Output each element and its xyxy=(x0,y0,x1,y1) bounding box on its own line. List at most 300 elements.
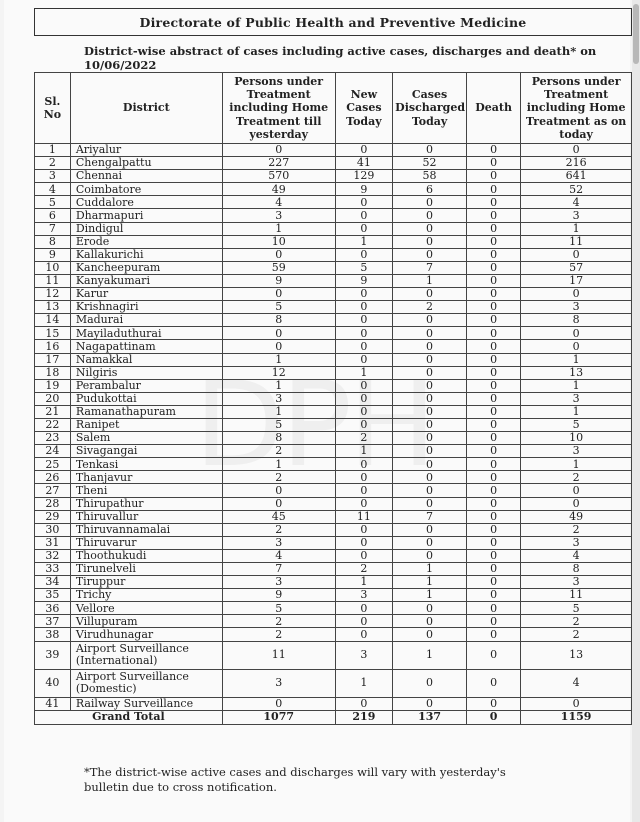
table-cell: 1 xyxy=(521,405,632,418)
table-cell: 0 xyxy=(521,697,632,710)
table-row xyxy=(35,144,632,157)
table-cell: 0 xyxy=(335,222,393,235)
table-cell: 0 xyxy=(466,697,520,710)
table-cell: 0 xyxy=(335,248,393,261)
table-cell: 0 xyxy=(466,183,520,196)
table-cell: 0 xyxy=(521,327,632,340)
table-cell: 1 xyxy=(35,144,71,157)
table-row xyxy=(35,170,632,183)
table-row xyxy=(35,183,632,196)
table-cell: Tirunelveli xyxy=(70,563,222,576)
table-cell: 227 xyxy=(222,157,335,170)
table-cell: 0 xyxy=(393,405,467,418)
table-row xyxy=(35,261,632,274)
table-cell: 0 xyxy=(335,392,393,405)
table-cell: 2 xyxy=(222,471,335,484)
table-cell: 11 xyxy=(521,589,632,602)
table-cell: 1 xyxy=(393,641,467,669)
vertical-scrollbar[interactable] xyxy=(632,0,640,822)
table-cell: 0 xyxy=(335,484,393,497)
table-cell: 1 xyxy=(335,366,393,379)
table-cell: 2 xyxy=(393,301,467,314)
table-body xyxy=(35,144,632,725)
table-cell: 5 xyxy=(35,196,71,209)
table-cell: 0 xyxy=(466,248,520,261)
table-cell: 0 xyxy=(466,536,520,549)
table-cell: 33 xyxy=(35,563,71,576)
table-row xyxy=(35,301,632,314)
footnote-line-1: *The district-wise active cases and discharges will vary with yesterday's xyxy=(84,765,506,779)
table-cell: 1 xyxy=(521,379,632,392)
table-cell: 7 xyxy=(35,222,71,235)
table-cell: 0 xyxy=(222,497,335,510)
table-cell xyxy=(70,641,222,669)
table-cell: 16 xyxy=(35,340,71,353)
grand-total-row xyxy=(35,710,632,724)
table-cell: 0 xyxy=(393,248,467,261)
table-cell: 2 xyxy=(222,523,335,536)
table-cell: 0 xyxy=(466,353,520,366)
table-cell: 0 xyxy=(466,366,520,379)
table-cell: 0 xyxy=(466,523,520,536)
table-cell: 1 xyxy=(521,353,632,366)
table-cell: 2 xyxy=(35,157,71,170)
table-cell: 0 xyxy=(222,288,335,301)
table-cell: 0 xyxy=(466,445,520,458)
table-cell: 0 xyxy=(393,484,467,497)
table-row xyxy=(35,536,632,549)
table-cell: 4 xyxy=(35,183,71,196)
table-cell: 0 xyxy=(393,536,467,549)
table-cell: 39 xyxy=(35,641,71,669)
table-cell: 0 xyxy=(393,628,467,641)
table-cell: 0 xyxy=(335,353,393,366)
table-row xyxy=(35,510,632,523)
table-row xyxy=(35,445,632,458)
table-cell: 0 xyxy=(466,669,520,697)
header-death: Death xyxy=(466,73,520,144)
table-cell: Ariyalur xyxy=(70,144,222,157)
table-cell: 38 xyxy=(35,628,71,641)
table-cell: 0 xyxy=(393,549,467,562)
header-persons-today: Persons under Treatment including Home Treatment as on today xyxy=(521,73,632,144)
table-cell: 0 xyxy=(393,602,467,615)
table-cell: 7 xyxy=(222,563,335,576)
table-cell: 1 xyxy=(222,353,335,366)
table-row xyxy=(35,288,632,301)
table-cell: 5 xyxy=(521,602,632,615)
table-cell: 41 xyxy=(335,157,393,170)
table-cell: 2 xyxy=(222,628,335,641)
table-row xyxy=(35,471,632,484)
table-row xyxy=(35,602,632,615)
table-cell: 0 xyxy=(393,327,467,340)
table-row xyxy=(35,576,632,589)
table-cell: 0 xyxy=(222,484,335,497)
table-cell: 0 xyxy=(335,405,393,418)
table-cell: 0 xyxy=(393,458,467,471)
table-cell: 1 xyxy=(335,235,393,248)
table-cell: 641 xyxy=(521,170,632,183)
table-cell: 30 xyxy=(35,523,71,536)
table-cell: 1159 xyxy=(521,710,632,724)
district-line-1: Airport Surveillance xyxy=(75,642,189,656)
table-cell: 0 xyxy=(393,288,467,301)
table-cell: 3 xyxy=(35,170,71,183)
table-cell: 32 xyxy=(35,549,71,562)
table-cell: 24 xyxy=(35,445,71,458)
table-cell: 0 xyxy=(335,497,393,510)
table-cell: 1 xyxy=(521,222,632,235)
table-row xyxy=(35,432,632,445)
table-cell: 52 xyxy=(393,157,467,170)
table-row xyxy=(35,235,632,248)
table-cell: Ramanathapuram xyxy=(70,405,222,418)
table-cell: 0 xyxy=(466,379,520,392)
table-cell: 1 xyxy=(393,274,467,287)
table-row xyxy=(35,314,632,327)
table-cell: 20 xyxy=(35,392,71,405)
table-cell: 4 xyxy=(222,196,335,209)
district-line-2: (International) xyxy=(75,654,158,668)
table-cell: Cuddalore xyxy=(70,196,222,209)
table-cell: 0 xyxy=(466,157,520,170)
table-cell: 0 xyxy=(466,471,520,484)
table-cell: 11 xyxy=(35,274,71,287)
table-cell: 49 xyxy=(521,510,632,523)
table-cell: 0 xyxy=(393,340,467,353)
table-cell: 49 xyxy=(222,183,335,196)
table-cell: 0 xyxy=(335,536,393,549)
table-cell: 0 xyxy=(393,144,467,157)
table-cell: 9 xyxy=(222,589,335,602)
table-cell: 7 xyxy=(393,261,467,274)
table-cell: Chennai xyxy=(70,170,222,183)
table-cell: 0 xyxy=(466,209,520,222)
table-cell: 219 xyxy=(335,710,393,724)
table-cell: 41 xyxy=(35,697,71,710)
footnote-line-2: bulletin due to cross notification. xyxy=(84,780,277,794)
table-cell: Nagapattinam xyxy=(70,340,222,353)
table-cell: 11 xyxy=(521,235,632,248)
table-cell: 0 xyxy=(393,418,467,431)
table-cell xyxy=(70,669,222,697)
table-row xyxy=(35,248,632,261)
table-cell: 3 xyxy=(521,445,632,458)
table-cell: 0 xyxy=(393,366,467,379)
table-cell: 0 xyxy=(393,615,467,628)
table-cell: 0 xyxy=(521,497,632,510)
table-cell: 0 xyxy=(335,458,393,471)
table-cell: Erode xyxy=(70,235,222,248)
table-cell: 0 xyxy=(393,497,467,510)
table-cell: 0 xyxy=(222,340,335,353)
table-cell: 137 xyxy=(393,710,467,724)
table-cell: 0 xyxy=(222,327,335,340)
table-cell: 9 xyxy=(335,274,393,287)
table-cell: 2 xyxy=(521,523,632,536)
table-row xyxy=(35,340,632,353)
table-cell: 19 xyxy=(35,379,71,392)
table-cell: 9 xyxy=(35,248,71,261)
table-cell: 35 xyxy=(35,589,71,602)
table-cell: 40 xyxy=(35,669,71,697)
table-cell: 11 xyxy=(335,510,393,523)
table-cell: 34 xyxy=(35,576,71,589)
table-cell: 26 xyxy=(35,471,71,484)
table-cell: 2 xyxy=(521,628,632,641)
table-cell: 8 xyxy=(521,314,632,327)
table-cell: 0 xyxy=(521,248,632,261)
table-cell: Namakkal xyxy=(70,353,222,366)
table-cell: 28 xyxy=(35,497,71,510)
table-cell: 4 xyxy=(222,549,335,562)
table-row xyxy=(35,589,632,602)
table-cell: 1 xyxy=(393,576,467,589)
table-cell: 3 xyxy=(521,536,632,549)
table-cell: 3 xyxy=(222,669,335,697)
table-cell: 0 xyxy=(335,471,393,484)
table-cell: 0 xyxy=(393,209,467,222)
table-cell: 0 xyxy=(335,628,393,641)
table-cell: 0 xyxy=(335,301,393,314)
table-cell: 3 xyxy=(222,392,335,405)
table-cell: Mayiladuthurai xyxy=(70,327,222,340)
table-cell: 129 xyxy=(335,170,393,183)
table-cell: 0 xyxy=(335,697,393,710)
table-cell: Thiruvallur xyxy=(70,510,222,523)
table-cell: 0 xyxy=(335,314,393,327)
document-sheet xyxy=(4,0,630,822)
table-row xyxy=(35,157,632,170)
table-cell: 1 xyxy=(222,222,335,235)
table-cell: 13 xyxy=(521,641,632,669)
table-cell: 3 xyxy=(521,301,632,314)
table-cell: 2 xyxy=(521,615,632,628)
table-cell: 4 xyxy=(521,549,632,562)
table-cell: 10 xyxy=(521,432,632,445)
table-cell: 1 xyxy=(393,589,467,602)
table-cell: 2 xyxy=(222,615,335,628)
table-cell: 0 xyxy=(222,144,335,157)
table-cell: 0 xyxy=(466,510,520,523)
table-cell: 58 xyxy=(393,170,467,183)
table-cell: 0 xyxy=(466,628,520,641)
table-cell: Thirupathur xyxy=(70,497,222,510)
subtitle-line-1: District-wise abstract of cases including active cases, discharges and death* on xyxy=(84,44,597,58)
table-row xyxy=(35,484,632,497)
table-cell: 1 xyxy=(222,379,335,392)
table-cell: 0 xyxy=(466,392,520,405)
table-cell: Thiruvannamalai xyxy=(70,523,222,536)
table-cell: 2 xyxy=(335,563,393,576)
table-row xyxy=(35,353,632,366)
table-cell: 0 xyxy=(222,248,335,261)
table-cell: 27 xyxy=(35,484,71,497)
table-row xyxy=(35,697,632,710)
table-cell: 0 xyxy=(466,710,520,724)
table-cell: Dindigul xyxy=(70,222,222,235)
table-row xyxy=(35,379,632,392)
table-row xyxy=(35,615,632,628)
table-cell: 59 xyxy=(222,261,335,274)
table-cell: Kancheepuram xyxy=(70,261,222,274)
table-cell: Sivagangai xyxy=(70,445,222,458)
table-row xyxy=(35,366,632,379)
table-cell: Kanyakumari xyxy=(70,274,222,287)
table-cell: 0 xyxy=(393,697,467,710)
table-cell: Tiruppur xyxy=(70,576,222,589)
table-cell: 2 xyxy=(335,432,393,445)
table-cell: 6 xyxy=(35,209,71,222)
header-discharged: Cases Discharged Today xyxy=(393,73,467,144)
table-cell: 3 xyxy=(222,536,335,549)
table-cell: 2 xyxy=(521,471,632,484)
table-cell: Nilgiris xyxy=(70,366,222,379)
table-row xyxy=(35,641,632,669)
table-cell: 3 xyxy=(521,392,632,405)
table-cell: Pudukottai xyxy=(70,392,222,405)
table-cell: 0 xyxy=(335,549,393,562)
table-cell: 0 xyxy=(335,196,393,209)
table-row xyxy=(35,458,632,471)
table-row xyxy=(35,392,632,405)
table-cell: 0 xyxy=(466,484,520,497)
table-cell: 1 xyxy=(222,405,335,418)
table-cell: 37 xyxy=(35,615,71,628)
table-cell: Ranipet xyxy=(70,418,222,431)
table-cell: 0 xyxy=(466,549,520,562)
subtitle-date: 10/06/2022 xyxy=(84,58,157,72)
table-cell: Vellore xyxy=(70,602,222,615)
table-cell: Salem xyxy=(70,432,222,445)
table-cell: 0 xyxy=(393,314,467,327)
table-cell: 0 xyxy=(466,222,520,235)
table-cell: 45 xyxy=(222,510,335,523)
table-row xyxy=(35,669,632,697)
table-cell: 8 xyxy=(222,314,335,327)
table-cell: 0 xyxy=(466,576,520,589)
cases-table xyxy=(34,72,632,725)
table-cell: 3 xyxy=(335,589,393,602)
table-cell: 0 xyxy=(222,697,335,710)
table-cell: Dharmapuri xyxy=(70,209,222,222)
table-cell: 0 xyxy=(335,327,393,340)
table-cell: 0 xyxy=(466,144,520,157)
table-row xyxy=(35,405,632,418)
table-cell: 0 xyxy=(335,418,393,431)
table-cell: 13 xyxy=(521,366,632,379)
table-cell: 3 xyxy=(222,576,335,589)
table-cell: 8 xyxy=(222,432,335,445)
table-cell: 9 xyxy=(222,274,335,287)
table-cell: Trichy xyxy=(70,589,222,602)
table-cell: 23 xyxy=(35,432,71,445)
table-cell: 5 xyxy=(521,418,632,431)
scrollbar-thumb[interactable] xyxy=(633,4,639,64)
table-cell: 1 xyxy=(393,563,467,576)
table-cell: 0 xyxy=(466,432,520,445)
table-cell: 0 xyxy=(466,274,520,287)
table-cell: 0 xyxy=(466,261,520,274)
table-cell: 0 xyxy=(466,563,520,576)
table-cell: 25 xyxy=(35,458,71,471)
table-cell: 1 xyxy=(335,669,393,697)
table-row xyxy=(35,418,632,431)
table-cell: Krishnagiri xyxy=(70,301,222,314)
table-cell: 52 xyxy=(521,183,632,196)
table-cell: 0 xyxy=(466,589,520,602)
table-row xyxy=(35,563,632,576)
table-cell: 29 xyxy=(35,510,71,523)
table-header-row xyxy=(35,73,632,144)
table-cell: 0 xyxy=(466,340,520,353)
table-row xyxy=(35,549,632,562)
table-cell: 0 xyxy=(335,602,393,615)
table-cell: 5 xyxy=(335,261,393,274)
table-cell: 0 xyxy=(393,392,467,405)
table-cell: 0 xyxy=(466,497,520,510)
table-cell: 18 xyxy=(35,366,71,379)
header-persons-yesterday: Persons under Treatment including Home Treatment till yesterday xyxy=(222,73,335,144)
table-cell: 0 xyxy=(393,222,467,235)
table-cell: 4 xyxy=(521,196,632,209)
table-cell: 17 xyxy=(521,274,632,287)
table-cell: 2 xyxy=(222,445,335,458)
table-cell: Chengalpattu xyxy=(70,157,222,170)
table-cell: 0 xyxy=(393,471,467,484)
table-cell: 0 xyxy=(393,445,467,458)
table-cell: 8 xyxy=(521,563,632,576)
table-cell: 8 xyxy=(35,235,71,248)
table-cell: 0 xyxy=(466,196,520,209)
header-new-cases: New Cases Today xyxy=(335,73,393,144)
table-cell: 0 xyxy=(521,484,632,497)
table-cell: 0 xyxy=(393,523,467,536)
header-district: District xyxy=(70,73,222,144)
table-cell: Perambalur xyxy=(70,379,222,392)
footnote xyxy=(84,765,604,795)
district-line-1: Airport Surveillance xyxy=(75,670,189,684)
table-cell: Karur xyxy=(70,288,222,301)
table-cell: 0 xyxy=(335,379,393,392)
table-cell: 0 xyxy=(335,209,393,222)
table-cell: 0 xyxy=(521,288,632,301)
table-cell: 7 xyxy=(393,510,467,523)
table-cell: 22 xyxy=(35,418,71,431)
table-cell: 3 xyxy=(521,209,632,222)
table-cell: 0 xyxy=(335,144,393,157)
table-cell: 0 xyxy=(466,170,520,183)
table-cell: 0 xyxy=(521,144,632,157)
table-cell: 1 xyxy=(521,458,632,471)
table-row xyxy=(35,497,632,510)
table-cell: 0 xyxy=(466,235,520,248)
table-cell: 6 xyxy=(393,183,467,196)
table-cell: Thoothukudi xyxy=(70,549,222,562)
table-cell: 3 xyxy=(521,576,632,589)
table-cell: Thiruvarur xyxy=(70,536,222,549)
table-cell: Villupuram xyxy=(70,615,222,628)
table-cell: 12 xyxy=(35,288,71,301)
table-cell: 31 xyxy=(35,536,71,549)
table-cell: 0 xyxy=(393,353,467,366)
table-cell: 4 xyxy=(521,669,632,697)
document-subtitle xyxy=(84,44,624,72)
table-cell: 5 xyxy=(222,301,335,314)
header-sl-no: Sl. No xyxy=(35,73,71,144)
table-cell: Tenkasi xyxy=(70,458,222,471)
